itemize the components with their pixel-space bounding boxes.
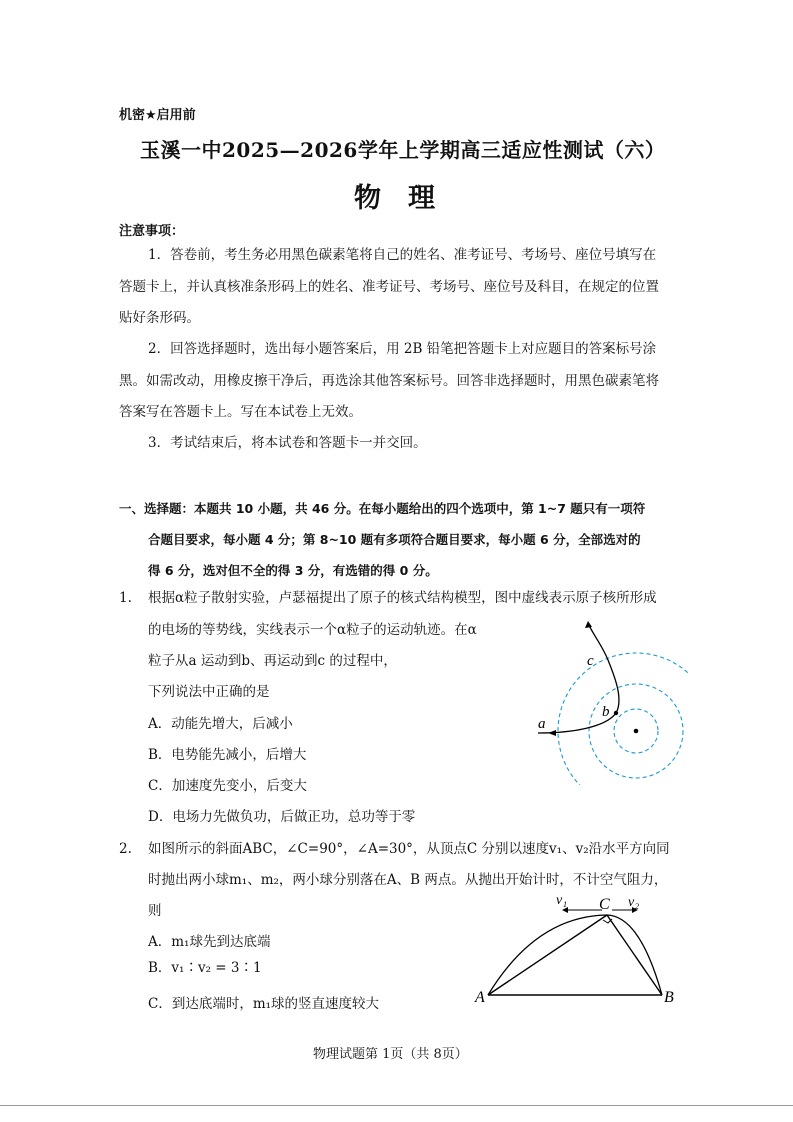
label-a: a <box>538 716 546 732</box>
question-text: 的电场的等势线，实线表示一个α粒子的运动轨迹。在α <box>148 622 477 638</box>
label-c: c <box>587 653 594 669</box>
option-b: B．电势能先减小，后增大 <box>148 747 307 763</box>
notice-line: 答题卡上，并认真核准条形码上的姓名、准考证号、考场号、座位号及科目，在规定的位置 <box>119 279 659 295</box>
bottom-rule <box>0 1105 793 1106</box>
section-heading: 一、选择题：本题共 10 小题，共 46 分。在每小题给出的四个选项中，第 1~7 题只有一项符 <box>119 501 646 516</box>
option-c: C．加速度先变小，后变大 <box>148 778 307 794</box>
option-a: A．动能先增大，后减小 <box>148 716 293 732</box>
question-text: 粒子从a 运动到b、再运动到c 的过程中， <box>148 653 397 669</box>
incline-figure <box>470 888 685 1008</box>
label-b: b <box>602 704 610 720</box>
confidential-label: 机密★启用前 <box>119 108 196 123</box>
question-text: 下列说法中正确的是 <box>148 684 270 700</box>
label-b: B <box>664 989 674 1006</box>
option-a: A．m₁球先到达底端 <box>148 934 271 950</box>
notice-line: 3．考试结束后，将本试卷和答题卡一并交回。 <box>148 435 427 451</box>
question-number: 2. <box>119 841 132 857</box>
question-text: 根据α粒子散射实验，卢瑟福提出了原子的核式结构模型，图中虚线表示原子核所形成 <box>148 590 657 606</box>
section-heading: 合题目要求，每小题 4 分；第 8~10 题有多项符合题目要求，每小题 6 分，全部选对的 <box>148 532 641 547</box>
nucleus-dot <box>634 729 639 734</box>
page-footer: 物理试题第 1页（共 8页） <box>313 1047 468 1062</box>
point-b <box>614 711 618 715</box>
label-v1: v₁ <box>556 893 568 908</box>
question-text: 时抛出两小球m₁、m₂，两小球分别落在A、B 两点。从抛出开始计时，不计空气阻力， <box>148 872 668 888</box>
notice-line: 答案写在答题卡上。写在本试卷上无效。 <box>119 404 362 420</box>
section-heading: 得 6 分，选对但不全的得 3 分，有选错的得 0 分。 <box>148 563 438 578</box>
label-c: C <box>599 896 610 913</box>
option-b: B．v₁∶v₂ = 3∶1 <box>148 960 262 976</box>
notice-line: 1．答卷前，考生务必用黑色碳素笔将自己的姓名、准考证号、考场号、座位号填写在 <box>148 247 657 263</box>
arrow-icon <box>585 621 592 628</box>
exam-title: 玉溪一中2025—2026学年上学期高三适应性测试（六） <box>140 138 666 162</box>
question-text: 则 <box>148 903 162 919</box>
option-c: C．到达底端时，m₁球的竖直速度较大 <box>148 996 380 1012</box>
side-cb <box>607 915 662 995</box>
question-text: 如图所示的斜面ABC，∠C=90°，∠A=30°，从顶点C 分别以速度v₁、v₂沿水平方向同 <box>148 841 670 857</box>
subject-title: 物 理 <box>354 183 435 214</box>
arrow-icon <box>548 730 556 736</box>
label-v2: v₂ <box>628 895 640 910</box>
label-a: A <box>475 989 485 1006</box>
notice-heading: 注意事项： <box>119 224 185 239</box>
notice-line: 贴好条形码。 <box>119 310 200 326</box>
option-d: D．电场力先做负功，后做正功，总功等于零 <box>148 809 416 825</box>
scattering-figure <box>528 615 688 785</box>
notice-line: 黑。如需改动，用橡皮擦干净后，再选涂其他答案标号。回答非选择题时，用黑色碳素笔将 <box>119 373 659 389</box>
notice-line: 2．回答选择题时，选出每小题答案后，用 2B 铅笔把答题卡上对应题目的答案标号涂 <box>148 341 657 357</box>
side-ac <box>488 915 607 995</box>
question-number: 1. <box>119 590 132 606</box>
